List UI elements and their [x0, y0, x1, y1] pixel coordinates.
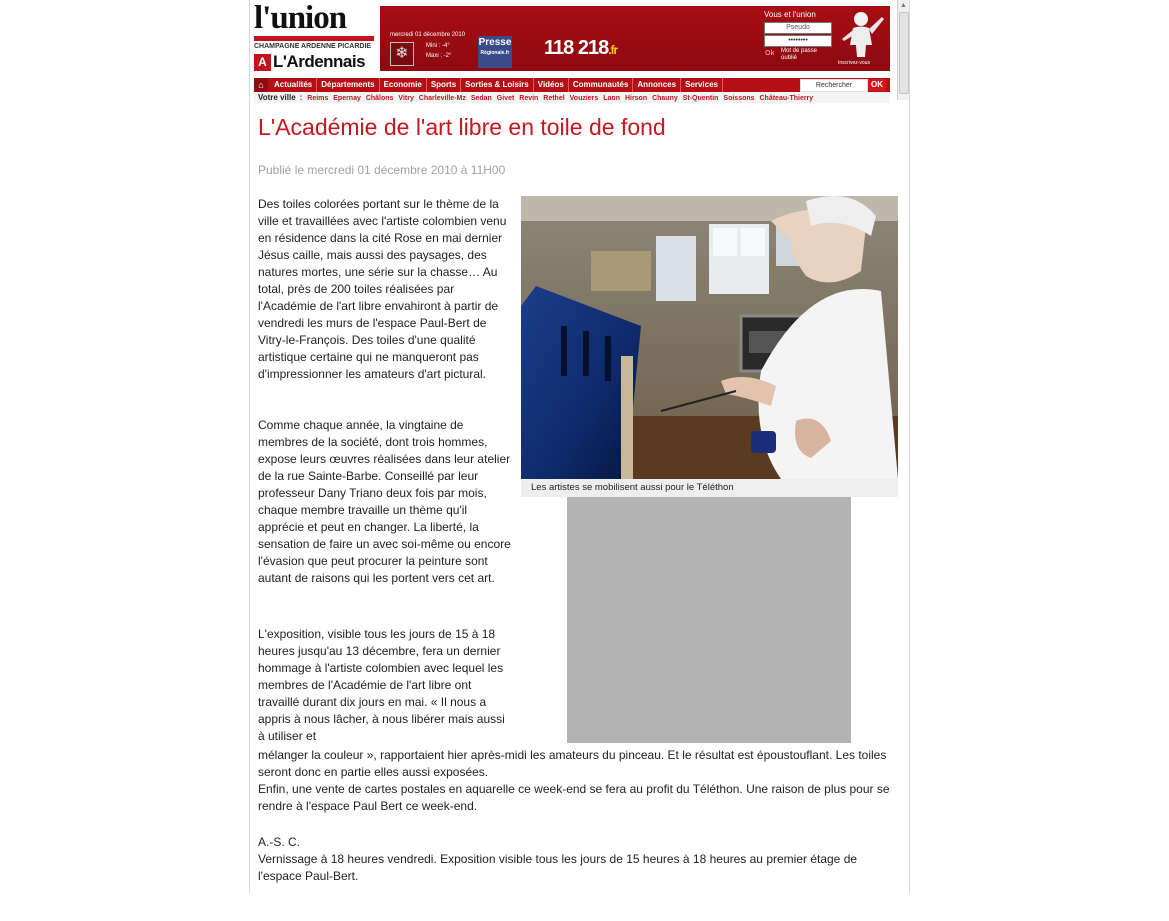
- city-link[interactable]: Châlons: [365, 95, 394, 102]
- snow-icon: ❄: [390, 42, 414, 66]
- nav-item-communautes[interactable]: Communautés: [569, 78, 634, 92]
- presse-logo-sub: Régionale.fr: [480, 50, 510, 56]
- weather-min: Mini : -4°: [426, 43, 450, 49]
- photo-caption: [521, 479, 898, 497]
- weather-max: Maxi : -2°: [426, 53, 452, 59]
- city-link[interactable]: Laon: [603, 95, 620, 102]
- scrollbar-thumb[interactable]: [899, 12, 909, 94]
- article-footer-note: Vernissage à 18 heures vendredi. Exposition visible tous les jours de 15 heures à 18 heures au premier étage de l'espace Paul-Bert.: [258, 852, 858, 883]
- weather-date: mercredi 01 décembre 2010: [390, 32, 466, 38]
- login-title: Vous et l'union: [764, 10, 816, 19]
- city-link[interactable]: Revin: [519, 95, 539, 102]
- city-link[interactable]: Charleville-Mz: [418, 95, 466, 102]
- city-link[interactable]: Hirson: [624, 95, 648, 102]
- ad-suffix: .fr: [608, 43, 618, 57]
- main-nav: [254, 78, 890, 92]
- article-author: A.-S. C.: [258, 835, 301, 849]
- article-paragraph: Comme chaque année, la vingtaine de membres de la société, dont trois hommes, expose leurs œuvres réalisées dans leur atelier de la rue Sainte-Barbe. Conseillé par leur professeur Dany Triano deux fois par mois, chaque membre travaille un thème qu'il apprécie et peut en changer. La liberté, la sensation de faire un avec soi-même ou encore l'évasion que peut procurer la peinture sont autant de raisons qui les portent vers cet art.: [258, 418, 511, 585]
- site-logo[interactable]: [254, 0, 376, 72]
- city-link[interactable]: Sedan: [470, 95, 492, 102]
- logo-red-bar: [254, 36, 374, 41]
- article-title: L'Académie de l'art libre en toile de fond: [258, 114, 666, 140]
- logo-region-text: CHAMPAGNE ARDENNE PICARDIE: [254, 43, 372, 50]
- article-paragraph: L'exposition, visible tous les jours de 15 à 18 heures jusqu'au 13 décembre, fera un dernier hommage à l'artiste colombien avec lequel les membres de l'Académie de l'art libre ont travaillé durant dix jours en mai. « Il nous a appris à nous lâcher, à nous libérer mais aussi à utiliser et: [258, 627, 505, 743]
- article-paragraph: Des toiles colorées portant sur le thème de la ville et travaillées avec l'artiste colombien venu en résidence dans la cité Rose en mai dernier Jésus caille, mais aussi des paysages, des natures mortes, une série sur la chasse… Au total, près de 200 toiles réalisées par l'Académie de l'art libre envahiront à partir de vendredi les murs de l'espace Paul-Bert de Vitry-le-François. Des toiles d'une qualité artistique certaine qui ne manqueront pas d'impressionner les amateurs d'art pictural.: [258, 197, 507, 381]
- pseudo-input[interactable]: Pseudo: [764, 22, 832, 34]
- city-link[interactable]: St-Quentin: [682, 95, 719, 102]
- nav-item-services[interactable]: Services: [681, 78, 723, 92]
- nav-item-annonces[interactable]: Annonces: [633, 78, 681, 92]
- logo-ardennais-text: L'Ardennais: [273, 52, 366, 71]
- ad-placeholder[interactable]: [567, 497, 851, 743]
- password-input[interactable]: ••••••••: [764, 35, 832, 47]
- nav-item-economie[interactable]: Economie: [380, 78, 427, 92]
- header-banner: [380, 6, 890, 71]
- article-paragraph: Enfin, une vente de cartes postales en aquarelle ce week-end se fera au profit du Téléthon. Une raison de plus pour se rendre à l'espace Paul Bert ce week-end.: [258, 782, 890, 813]
- city-link[interactable]: Epernay: [333, 95, 361, 102]
- register-link[interactable]: Inscrivez-vous: [838, 60, 870, 66]
- presse-logo-text: Presse: [478, 37, 512, 48]
- nav-items: [270, 78, 723, 92]
- nav-item-videos[interactable]: Vidéos: [534, 78, 569, 92]
- scroll-up-icon[interactable]: ▲: [900, 2, 907, 9]
- home-icon[interactable]: ⌂: [254, 78, 268, 92]
- photo-caption-text: Les artistes se mobilisent aussi pour le Téléthon: [531, 482, 734, 493]
- ad-118218[interactable]: [544, 37, 617, 60]
- city-link[interactable]: Chauny: [652, 95, 678, 102]
- nav-item-sports[interactable]: Sports: [427, 78, 461, 92]
- forgot-password-link[interactable]: Mot de passe oublié: [781, 48, 818, 61]
- ardennais-mark-icon: A: [254, 54, 271, 71]
- login-ok-button[interactable]: Ok: [765, 50, 775, 57]
- publish-date: Publié le mercredi 01 décembre 2010 à 11H00: [258, 163, 506, 177]
- city-bar: Votre ville : Reims Epernay Châlons Vitry Charleville-Mz Sedan Givet Revin Rethel Vouziers Laon Hirson Chauny St-Quentin Soissons Château-Thierry: [254, 92, 890, 103]
- nav-item-sorties-loisirs[interactable]: Sorties & Loisirs: [461, 78, 534, 92]
- mascot-figure-icon[interactable]: [836, 9, 886, 59]
- nav-item-actualites[interactable]: Actualités: [270, 78, 317, 92]
- city-link[interactable]: Vitry: [398, 95, 414, 102]
- article-photo: [521, 196, 898, 479]
- city-link[interactable]: Reims: [307, 95, 329, 102]
- scrollbar[interactable]: [897, 0, 909, 100]
- city-link[interactable]: Givet: [496, 95, 515, 102]
- logo-union-text: l'union: [254, 0, 347, 36]
- city-link[interactable]: Château-Thierry: [759, 95, 814, 102]
- city-link[interactable]: Rethel: [543, 95, 565, 102]
- city-bar-label: Votre ville: [258, 93, 296, 102]
- search-input[interactable]: Rechercher: [800, 79, 868, 92]
- search-button[interactable]: OK: [868, 79, 886, 91]
- city-link[interactable]: Vouziers: [569, 95, 599, 102]
- nav-item-departements[interactable]: Départements: [317, 78, 379, 92]
- city-link[interactable]: Soissons: [723, 95, 755, 102]
- ad-number: 118 218: [544, 37, 609, 59]
- article-paragraph: mélanger la couleur », rapportaient hier après-midi les amateurs du pinceau. Et le résultat est époustouflant. Les toiles seront donc en partie elles aussi exposées.: [258, 748, 887, 779]
- presse-regionale-logo[interactable]: [478, 36, 512, 68]
